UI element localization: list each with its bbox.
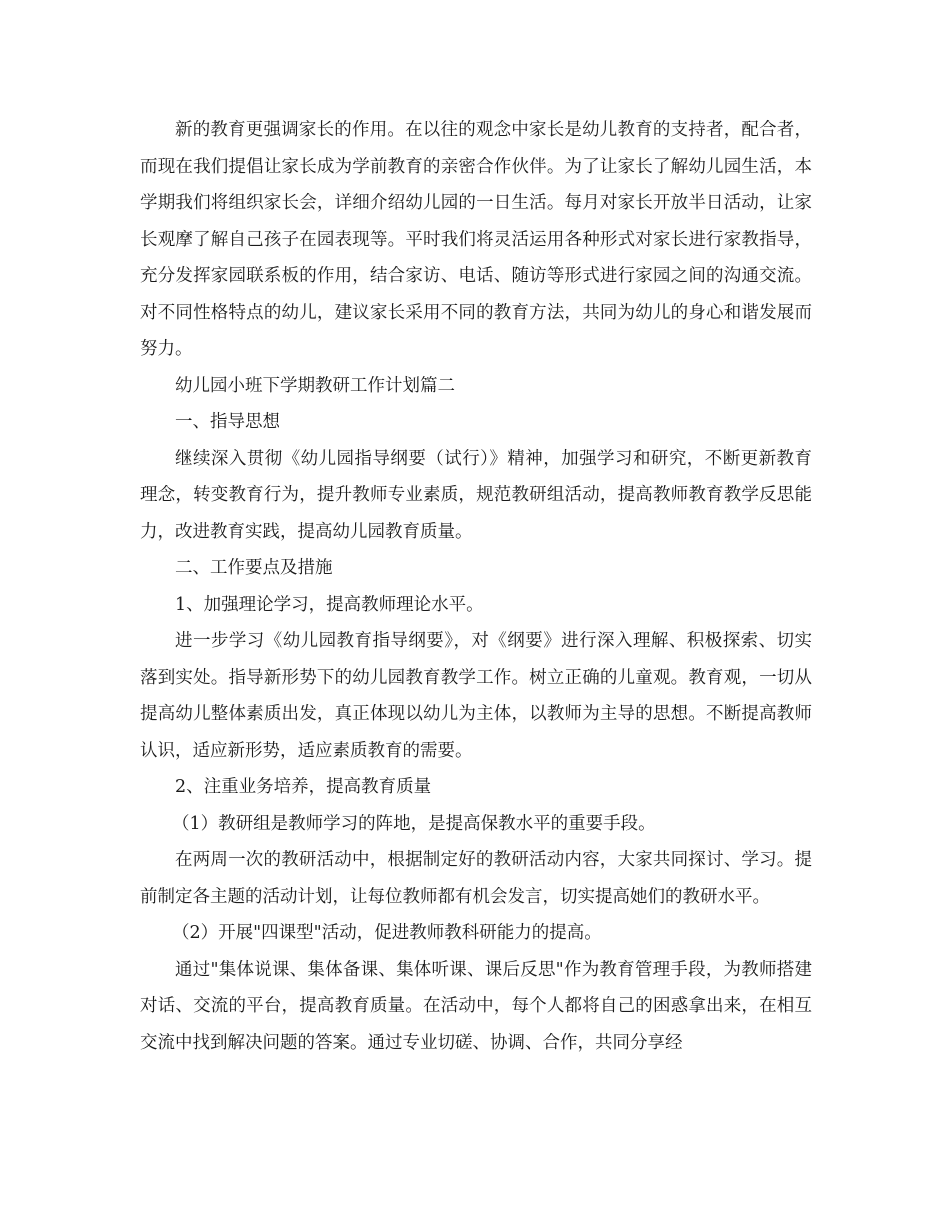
paragraph-parent-role: 新的教育更强调家长的作用。在以往的观念中家长是幼儿教育的支持者，配合者，而现在我们提倡让家长成为学前教育的亲密合作伙伴。为了让家长了解幼儿园生活，本学期我们将组织家长会，详细介绍幼儿园的一日生活。每月对家长开放半日活动，让家长观摩了解自己孩子在园表现等。平时我们将灵活运用各种形式对家长进行家教指导，充分发挥家园联系板的作用，结合家访、电话、随访等形式进行家园之间的沟通交流。对不同性格特点的幼儿，建议家长采用不同的教育方法，共同为幼儿的身心和谐发展而努力。 [140, 120, 812, 359]
item-four-lesson-types: （2）开展"四课型"活动，促进教师教科研能力的提高。 [172, 923, 602, 943]
paragraph-research-activity: 在两周一次的教研活动中，根据制定好的教研活动内容，大家共同探讨、学习。提前制定各主题的活动计划，让每位教师都有机会发言，切实提高她们的教研水平。 [140, 850, 812, 907]
item-research-group: （1）教研组是教师学习的阵地，是提高保教水平的重要手段。 [172, 813, 656, 834]
paragraph-theory-study: 进一步学习《幼儿园教育指导纲要》，对《纲要》进行深入理解、积极探索、切实落到实处。指导新形势下的幼儿园教育教学工作。树立正确的儿童观。教育观，一切从提高幼儿整体素质出发，真正体现以幼儿为主体，以教师为主导的思想。不断提高教师认识，适应新形势，适应素质教育的需要。 [140, 631, 812, 761]
paragraph-four-lesson-types: 通过"集体说课、集体备课、集体听课、课后反思"作为教育管理手段，为教师搭建对话、交流的平台，提高教育质量。在活动中，每个人都将自己的困惑拿出来，在相互交流中找到解决问题的答案。通过专业切磋、协调、合作，共同分享经 [140, 959, 812, 1053]
subheading-business-training: 2、注重业务培养，提高教育质量 [175, 777, 432, 797]
heading-work-points: 二、工作要点及措施 [175, 558, 333, 578]
heading-guiding-ideology: 一、指导思想 [175, 412, 280, 432]
section-title-plan-two: 幼儿园小班下学期教研工作计划篇二 [175, 375, 455, 396]
document-page [140, 112, 812, 1061]
paragraph-guiding-ideology: 继续深入贯彻《幼儿园指导纲要（试行）》精神，加强学习和研究，不断更新教育理念，转变教育行为，提升教师专业素质，规范教研组活动，提高教师教育教学反思能力，改进教育实践，提高幼儿园教育质量。 [140, 448, 812, 542]
subheading-theory-study: 1、加强理论学习，提高教师理论水平。 [175, 594, 484, 615]
